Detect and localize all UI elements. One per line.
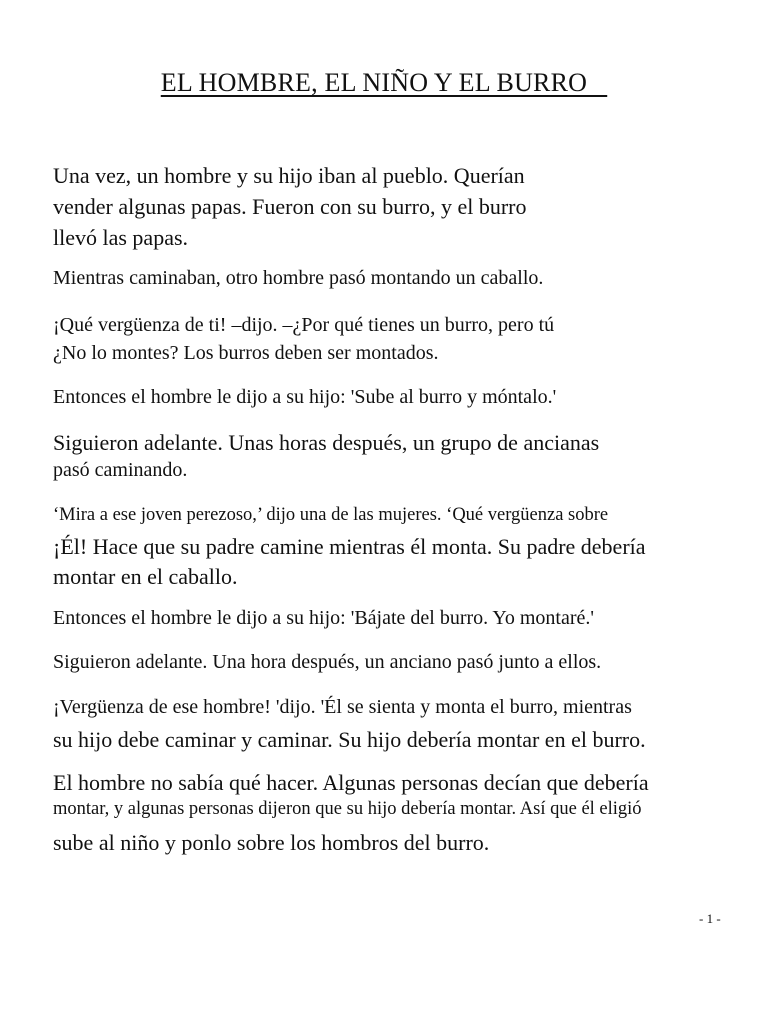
text-line: Entonces el hombre le dijo a su hijo: 'Sube al burro y móntalo.': [53, 386, 557, 408]
text-line: Una vez, un hombre y su hijo iban al pueblo. Querían: [53, 163, 525, 188]
text-line: Entonces el hombre le dijo a su hijo: 'Bájate del burro. Yo montaré.': [53, 607, 594, 629]
page-number: - 1 -: [699, 911, 721, 926]
text-line: ¡Él! Hace que su padre camine mientras él monta. Su padre debería: [53, 534, 646, 559]
text-line: su hijo debe caminar y caminar. Su hijo debería montar en el burro.: [53, 727, 646, 752]
text-line: llevó las papas.: [53, 225, 189, 250]
text-line: vender algunas papas. Fueron con su burro, y el burro: [53, 194, 527, 219]
text-line: montar, y algunas personas dijeron que su hijo debería montar. Así que él eligió: [53, 799, 642, 819]
text-line: Siguieron adelante. Unas horas después, un grupo de ancianas: [53, 430, 600, 455]
text-line: Siguieron adelante. Una hora después, un anciano pasó junto a ellos.: [53, 651, 602, 673]
text-line: ¡Vergüenza de ese hombre! 'dijo. 'Él se sienta y monta el burro, mientras: [53, 696, 632, 718]
text-line: pasó caminando.: [53, 459, 188, 481]
text-line: Mientras caminaban, otro hombre pasó montando un caballo.: [53, 267, 544, 289]
text-line: sube al niño y ponlo sobre los hombros del burro.: [53, 830, 490, 855]
text-line: ¡Qué vergüenza de ti! –dijo. –¿Por qué tienes un burro, pero tú: [53, 314, 555, 336]
page-title: EL HOMBRE, EL NIÑO Y EL BURRO: [160, 68, 608, 97]
text-line: ‘Mira a ese joven perezoso,’ dijo una de las mujeres. ‘Qué vergüenza sobre: [53, 505, 609, 525]
text-line: ¿No lo montes? Los burros deben ser montados.: [53, 342, 439, 364]
text-line: El hombre no sabía qué hacer. Algunas personas decían que debería: [53, 770, 649, 795]
text-line: montar en el caballo.: [53, 564, 238, 589]
